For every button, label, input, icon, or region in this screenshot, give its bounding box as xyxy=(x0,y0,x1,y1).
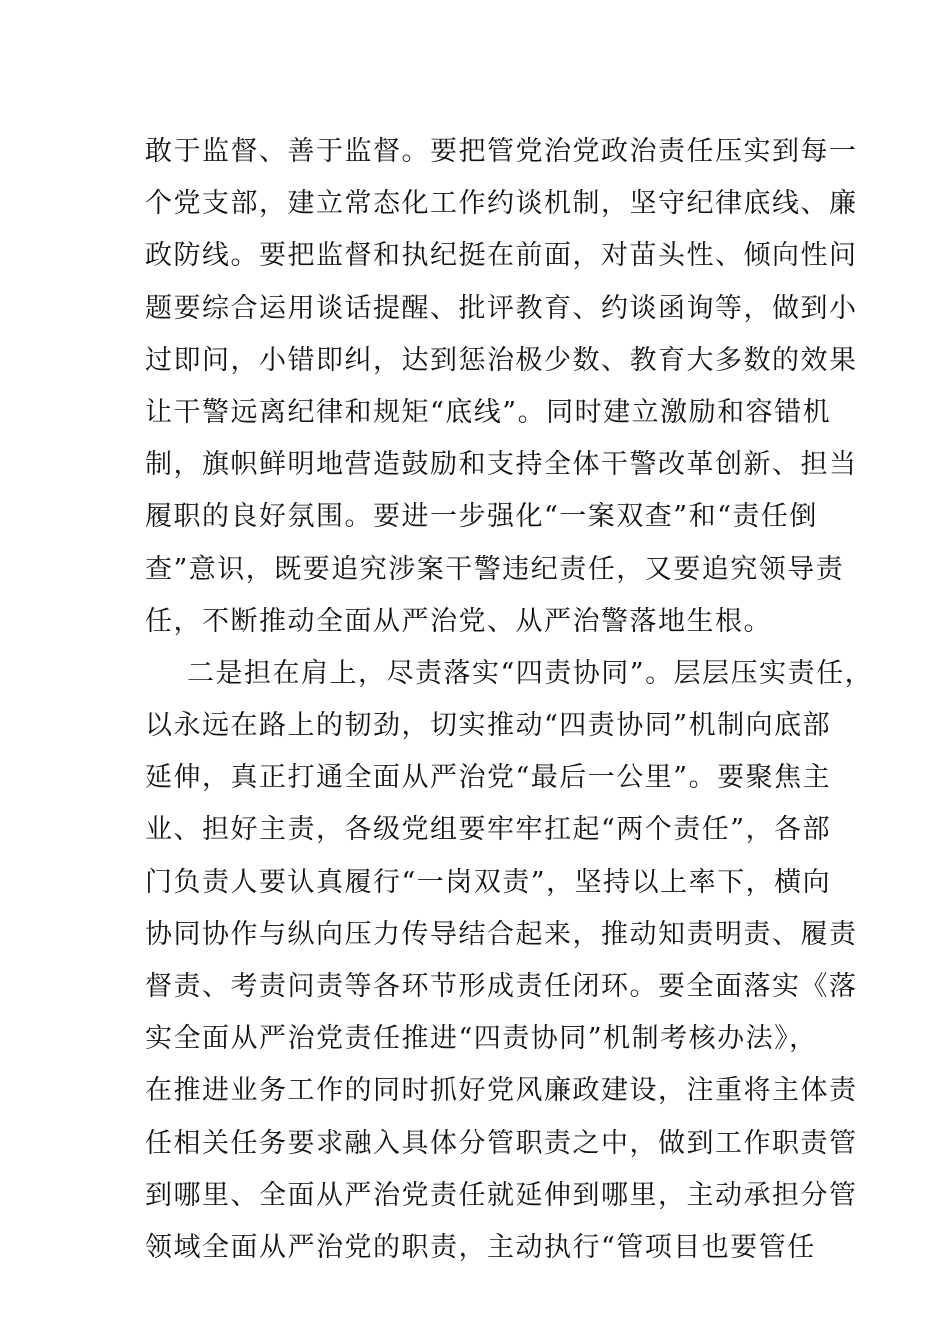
text-line: 过即问，小错即纠，达到惩治极少数、教育大多数的效果 xyxy=(145,344,858,376)
text-line: 任相关任务要求融入具体分管职责之中，做到工作职责管 xyxy=(145,1127,858,1159)
text-line: 制，旗帜鲜明地营造鼓励和支持全体干警改革创新、担当 xyxy=(145,449,858,481)
text-line: 业、担好主责，各级党组要牢牢扛起“两个责任”，各部 xyxy=(145,814,832,846)
text-line: 督责、考责问责等各环节形成责任闭环。要全面落实《落 xyxy=(145,971,858,1002)
text-line: 查”意识，既要追究涉案干警违纪责任，又要追究领导责 xyxy=(145,553,845,585)
paragraph-first-line: 二是担在肩上，尽责落实“四责协同”。层层压实责任， xyxy=(187,657,874,689)
text-line: 履职的良好氛围。要进一步强化“一案双查”和“责任倒 xyxy=(145,501,818,533)
text-line: 政防线。要把监督和执纪挺在前面，对苗头性、倾向性问 xyxy=(145,240,858,272)
text-line: 协同协作与纵向压力传导结合起来，推动知责明责、履责 xyxy=(145,918,858,950)
text-line: 个党支部，建立常态化工作约谈机制，坚守纪律底线、廉 xyxy=(145,188,858,220)
text-line: 延伸，真正打通全面从严治党“最后一公里”。要聚焦主 xyxy=(145,762,832,794)
text-line: 门负责人要认真履行“一岗双责”，坚持以上率下，横向 xyxy=(145,866,832,898)
text-line: 任，不断推动全面从严治党、从严治警落地生根。 xyxy=(145,605,772,637)
text-line: 领域全面从严治党的职责，主动执行“管项目也要管任 xyxy=(145,1231,816,1263)
text-line: 敢于监督、善于监督。要把管党治党政治责任压实到每一 xyxy=(145,136,858,167)
text-line: 在推进业务工作的同时抓好党风廉政建设，注重将主体责 xyxy=(145,1075,858,1107)
text-line: 题要综合运用谈话提醒、批评教育、约谈函询等，做到小 xyxy=(145,292,858,324)
text-line: 实全面从严治党责任推进“四责协同”机制考核办法》， xyxy=(145,1023,818,1055)
text-line: 让干警远离纪律和规矩“底线”。同时建立激励和容错机 xyxy=(145,396,832,428)
body-text xyxy=(145,126,874,1274)
text-line: 到哪里、全面从严治党责任就延伸到哪里，主动承担分管 xyxy=(145,1179,858,1211)
text-line: 以永远在路上的韧劲，切实推动“四责协同”机制向底部 xyxy=(145,710,832,742)
